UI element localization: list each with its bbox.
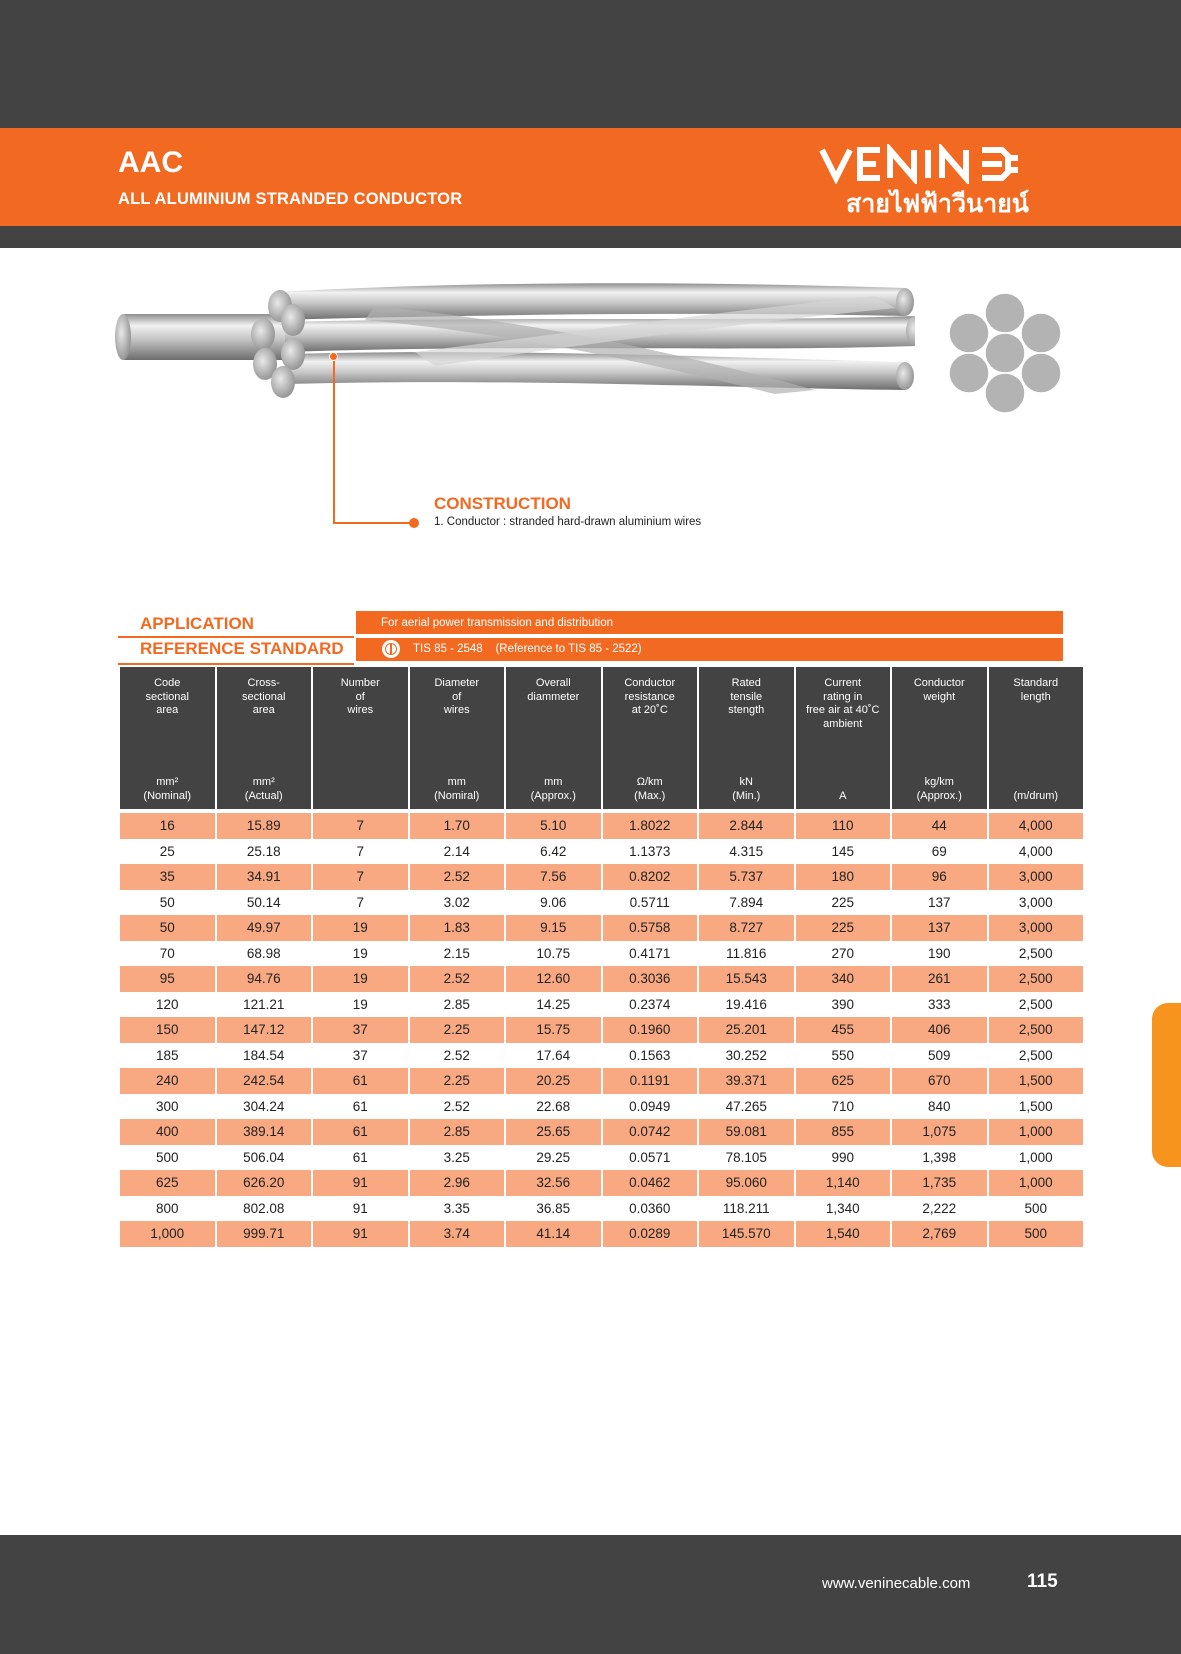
table-cell: 1.8022 <box>603 813 698 839</box>
table-cell: 625 <box>796 1068 891 1094</box>
table-row <box>120 1196 1083 1222</box>
table-cell: 49.97 <box>217 915 312 941</box>
table-header-cell <box>313 667 408 809</box>
table-cell: 34.91 <box>217 864 312 890</box>
table-cell: 29.25 <box>536 1149 571 1165</box>
table-cell: 11.816 <box>726 945 767 961</box>
table-cell: 70 <box>159 945 175 961</box>
table-cell: 41.14 <box>506 1221 601 1247</box>
table-cell: 3.02 <box>443 894 470 910</box>
table-cell: 2.15 <box>443 945 470 961</box>
table-cell: 4,000 <box>1018 843 1053 859</box>
table-cell: 1,000 <box>120 1221 215 1247</box>
construction-title: CONSTRUCTION <box>434 494 571 513</box>
table-header-cell <box>796 667 891 809</box>
table-cell: 2,500 <box>1018 945 1053 961</box>
table-cell: 19 <box>352 996 368 1012</box>
table-cell: 36.85 <box>536 1200 571 1216</box>
table-cell: 2.844 <box>699 813 794 839</box>
table-cell: 61 <box>313 1119 408 1145</box>
header-label: Conductor resistance at 20˚C <box>624 677 676 716</box>
table-cell: 509 <box>927 1047 951 1063</box>
table-cell: 0.5758 <box>603 915 698 941</box>
table-header-cell <box>506 667 601 809</box>
table-cell: 2.52 <box>443 1047 470 1063</box>
table-cell: 137 <box>892 915 987 941</box>
table-cell: 37 <box>352 1047 368 1063</box>
table-cell: 0.0462 <box>603 1170 698 1196</box>
table-cell: 710 <box>831 1098 855 1114</box>
table-header-cell <box>217 667 312 809</box>
table-cell: 50 <box>159 894 175 910</box>
footer-website-link[interactable]: www.veninecable.com <box>822 1575 971 1592</box>
table-cell: 389.14 <box>217 1119 312 1145</box>
table-cell: 25 <box>159 843 175 859</box>
table-cell: 7 <box>313 813 408 839</box>
table-cell: 37 <box>313 1017 408 1043</box>
table-cell: 406 <box>892 1017 987 1043</box>
table-cell: 2,222 <box>922 1200 957 1216</box>
table-row <box>120 1119 1083 1145</box>
table-row <box>120 813 1083 839</box>
table-header-cell <box>603 667 698 809</box>
table-cell: 0.5711 <box>629 894 670 910</box>
table-cell: 9.15 <box>506 915 601 941</box>
table-cell: 12.60 <box>506 966 601 992</box>
table-cell: 1,000 <box>989 1170 1084 1196</box>
table-cell: 3.25 <box>443 1149 470 1165</box>
table-cell: 2.25 <box>410 1068 505 1094</box>
table-row <box>120 1094 1083 1120</box>
table-cell: 68.98 <box>246 945 281 961</box>
table-cell: 550 <box>831 1047 855 1063</box>
table-cell: 61 <box>313 1068 408 1094</box>
table-cell: 121.21 <box>243 996 285 1012</box>
table-cell: 2.96 <box>410 1170 505 1196</box>
table-cell: 59.081 <box>699 1119 794 1145</box>
table-header-cell <box>410 667 505 809</box>
table-cell: 25.65 <box>506 1119 601 1145</box>
footer-band <box>0 1535 1181 1654</box>
table-cell: 7.56 <box>506 864 601 890</box>
table-cell: 1,140 <box>796 1170 891 1196</box>
table-cell: 1,000 <box>1018 1149 1053 1165</box>
table-cell: 20.25 <box>506 1068 601 1094</box>
header-unit: (m/drum) <box>1013 789 1059 802</box>
table-row <box>120 966 1083 992</box>
table-row <box>120 890 1083 916</box>
table-cell: 91 <box>352 1200 368 1216</box>
table-cell: 240 <box>120 1068 215 1094</box>
table-row <box>120 992 1083 1018</box>
table-cell: 96 <box>892 864 987 890</box>
table-cell: 22.68 <box>536 1098 571 1114</box>
table-cell: 4.315 <box>729 843 764 859</box>
table-cell: 506.04 <box>243 1149 285 1165</box>
table-cell: 19.416 <box>725 996 767 1012</box>
table-cell: 0.0949 <box>629 1098 671 1114</box>
tis-standard-icon <box>382 640 400 658</box>
table-cell: 670 <box>892 1068 987 1094</box>
table-row <box>120 1145 1083 1171</box>
table-row <box>120 864 1083 890</box>
table-cell: 0.2374 <box>629 996 671 1012</box>
table-cell: 333 <box>927 996 951 1012</box>
table-cell: 190 <box>927 945 951 961</box>
construction-leader-line-horizontal <box>333 522 413 524</box>
header-unit: mm² (Actual) <box>244 776 283 802</box>
table-header-row <box>120 667 1083 809</box>
table-cell: 2.14 <box>443 843 470 859</box>
header-top-band <box>0 0 1181 128</box>
table-cell: 19 <box>313 915 408 941</box>
header-label: Rated tensile stength <box>728 677 765 716</box>
header-label: Current rating in free air at 40˚C ambient <box>806 677 880 730</box>
table-cell: 802.08 <box>243 1200 285 1216</box>
table-cell: 500 <box>1024 1200 1048 1216</box>
header-label: Overall diammeter <box>527 677 580 703</box>
table-row <box>120 839 1083 865</box>
table-cell: 145.570 <box>699 1221 794 1247</box>
table-body <box>120 809 1083 1247</box>
application-label: APPLICATION <box>140 614 254 633</box>
application-underline <box>118 636 354 638</box>
venine-logo <box>818 144 1068 218</box>
table-cell: 145 <box>831 843 855 859</box>
page-title: AAC <box>118 146 183 179</box>
logo-thai-text: สายไฟฟ้าวีนายน์ <box>846 190 1029 218</box>
table-cell: 50.14 <box>246 894 281 910</box>
venine-logo-mark <box>818 144 1068 184</box>
page-number: 115 <box>1027 1571 1058 1592</box>
table-cell: 14.25 <box>536 996 571 1012</box>
table-cell: 35 <box>120 864 215 890</box>
table-cell: 2,500 <box>1018 1047 1053 1063</box>
table-cell: 180 <box>796 864 891 890</box>
table-cell: 455 <box>796 1017 891 1043</box>
page-subtitle: ALL ALUMINIUM STRANDED CONDUCTOR <box>118 190 463 208</box>
table-cell: 19 <box>313 966 408 992</box>
header-unit: kg/km (Approx.) <box>916 776 962 802</box>
table-cell: 270 <box>831 945 855 961</box>
table-cell: 118.211 <box>722 1200 770 1216</box>
table-cell: 137 <box>927 894 951 910</box>
table-cell: 2.25 <box>410 1017 505 1043</box>
header-unit: mm (Approx.) <box>530 776 576 802</box>
table-cell: 2,500 <box>989 1017 1084 1043</box>
table-cell: 2.52 <box>410 864 505 890</box>
table-cell: 17.64 <box>536 1047 571 1063</box>
table-cell: 304.24 <box>243 1098 285 1114</box>
table-cell: 15.75 <box>506 1017 601 1043</box>
table-cell: 39.371 <box>699 1068 794 1094</box>
table-header-cell <box>892 667 987 809</box>
table-cell: 340 <box>796 966 891 992</box>
table-cell: 3.35 <box>443 1200 470 1216</box>
table-cell: 2.52 <box>410 966 505 992</box>
table-cell: 7.894 <box>729 894 764 910</box>
table-cell: 999.71 <box>217 1221 312 1247</box>
specification-table <box>118 667 1085 1247</box>
table-cell: 0.0289 <box>603 1221 698 1247</box>
header-label: Code sectional area <box>145 677 189 716</box>
table-cell: 16 <box>120 813 215 839</box>
table-cell: 1,340 <box>825 1200 860 1216</box>
table-cell: 15.543 <box>699 966 794 992</box>
table-cell: 2.52 <box>443 1098 470 1114</box>
header-unit: kN (Min.) <box>732 776 761 802</box>
table-cell: 0.0360 <box>629 1200 671 1216</box>
table-cell: 300 <box>155 1098 179 1114</box>
table-cell: 10.75 <box>536 945 571 961</box>
table-cell: 1,075 <box>892 1119 987 1145</box>
table-cell: 261 <box>892 966 987 992</box>
table-cell: 61 <box>352 1149 368 1165</box>
table-cell: 225 <box>831 894 855 910</box>
application-text: For aerial power transmission and distribution <box>381 617 614 629</box>
table-cell: 0.0742 <box>603 1119 698 1145</box>
table-header-cell <box>120 667 215 809</box>
table-cell: 61 <box>352 1098 368 1114</box>
table-cell: 25.18 <box>246 843 281 859</box>
header-label: Diameter of wires <box>434 677 480 716</box>
table-cell: 1,500 <box>989 1068 1084 1094</box>
table-row <box>120 1068 1083 1094</box>
table-cell: 1,500 <box>1018 1098 1053 1114</box>
header-label: Standard length <box>1013 677 1059 703</box>
header-unit: mm² (Nominal) <box>143 776 192 802</box>
table-cell: 25.201 <box>699 1017 794 1043</box>
table-cell: 400 <box>120 1119 215 1145</box>
table-cell: 147.12 <box>217 1017 312 1043</box>
table-header-cell <box>699 667 794 809</box>
table-cell: 3,000 <box>989 915 1084 941</box>
table-cell: 625 <box>120 1170 215 1196</box>
table-row <box>120 941 1083 967</box>
header-bottom-band <box>0 226 1181 248</box>
section-side-tab <box>1152 1003 1181 1167</box>
construction-leader-anchor <box>329 352 338 361</box>
table-cell: 1.83 <box>410 915 505 941</box>
table-cell: 1,735 <box>892 1170 987 1196</box>
table-cell: 95 <box>120 966 215 992</box>
header-unit: mm (Nomiral) <box>434 776 480 802</box>
table-cell: 840 <box>927 1098 951 1114</box>
table-cell: 2.85 <box>410 1119 505 1145</box>
table-cell: 500 <box>155 1149 179 1165</box>
table-row <box>120 915 1083 941</box>
table-cell: 0.4171 <box>629 945 671 961</box>
reference-standard-label: REFERENCE STANDARD <box>140 639 344 658</box>
table-cell: 150 <box>120 1017 215 1043</box>
table-cell: 1,398 <box>922 1149 957 1165</box>
table-cell: 6.42 <box>540 843 567 859</box>
construction-item: 1. Conductor : stranded hard-drawn aluminium wires <box>434 516 702 528</box>
table-cell: 7 <box>356 894 364 910</box>
table-cell: 47.265 <box>725 1098 767 1114</box>
table-cell: 500 <box>989 1221 1084 1247</box>
table-cell: 7 <box>356 843 364 859</box>
table-cell: 44 <box>892 813 987 839</box>
table-cell: 626.20 <box>217 1170 312 1196</box>
construction-leader-line <box>333 356 335 524</box>
table-cell: 185 <box>155 1047 179 1063</box>
table-cell: 0.1960 <box>603 1017 698 1043</box>
cross-section-illustration <box>945 290 1065 416</box>
table-cell: 225 <box>796 915 891 941</box>
table-cell: 5.737 <box>699 864 794 890</box>
table-cell: 390 <box>831 996 855 1012</box>
table-cell: 3,000 <box>1018 894 1053 910</box>
table-cell: 32.56 <box>506 1170 601 1196</box>
table-cell: 15.89 <box>217 813 312 839</box>
table-cell: 990 <box>831 1149 855 1165</box>
table-row <box>120 1043 1083 1069</box>
header-unit: A <box>839 789 847 802</box>
table-cell: 0.1563 <box>629 1047 671 1063</box>
table-cell: 94.76 <box>217 966 312 992</box>
table-cell: 120 <box>155 996 179 1012</box>
table-row <box>120 1221 1083 1247</box>
header-label: Cross- sectional area <box>242 677 286 716</box>
table-cell: 2.85 <box>443 996 470 1012</box>
table-row <box>120 1017 1083 1043</box>
table-row <box>120 1170 1083 1196</box>
table-cell: 5.10 <box>506 813 601 839</box>
table-cell: 9.06 <box>540 894 567 910</box>
table-cell: 0.1191 <box>603 1068 698 1094</box>
table-cell: 184.54 <box>243 1047 285 1063</box>
table-cell: 4,000 <box>989 813 1084 839</box>
header-label: Conductor weight <box>913 677 965 703</box>
table-cell: 855 <box>796 1119 891 1145</box>
table-cell: 91 <box>313 1170 408 1196</box>
reference-standard-text: TIS 85 - 2548 (Reference to TIS 85 - 2522) <box>413 643 642 655</box>
table-cell: 19 <box>352 945 368 961</box>
header-unit: Ω/km (Max.) <box>634 776 666 802</box>
table-cell: 91 <box>313 1221 408 1247</box>
table-cell: 0.0571 <box>629 1149 671 1165</box>
header-label: Number of wires <box>340 677 380 716</box>
table-cell: 30.252 <box>725 1047 767 1063</box>
table-cell: 242.54 <box>217 1068 312 1094</box>
table-cell: 1.1373 <box>629 843 671 859</box>
table-cell: 800 <box>155 1200 179 1216</box>
table-cell: 1.70 <box>410 813 505 839</box>
table-cell: 3.74 <box>410 1221 505 1247</box>
table-cell: 0.3036 <box>603 966 698 992</box>
table-header-cell <box>989 667 1084 809</box>
table-cell: 50 <box>120 915 215 941</box>
table-cell: 1,000 <box>989 1119 1084 1145</box>
table-cell: 2,769 <box>892 1221 987 1247</box>
table-cell: 95.060 <box>699 1170 794 1196</box>
table-cell: 3,000 <box>989 864 1084 890</box>
table-cell: 110 <box>796 813 891 839</box>
table-cell: 0.8202 <box>603 864 698 890</box>
conductor-illustration <box>115 282 915 422</box>
table-cell: 69 <box>931 843 947 859</box>
reference-underline <box>118 663 354 665</box>
table-cell: 78.105 <box>725 1149 767 1165</box>
table-cell: 8.727 <box>699 915 794 941</box>
table-cell: 2,500 <box>1018 996 1053 1012</box>
table-cell: 2,500 <box>989 966 1084 992</box>
construction-bullet <box>409 518 419 528</box>
table-cell: 1,540 <box>796 1221 891 1247</box>
table-cell: 7 <box>313 864 408 890</box>
